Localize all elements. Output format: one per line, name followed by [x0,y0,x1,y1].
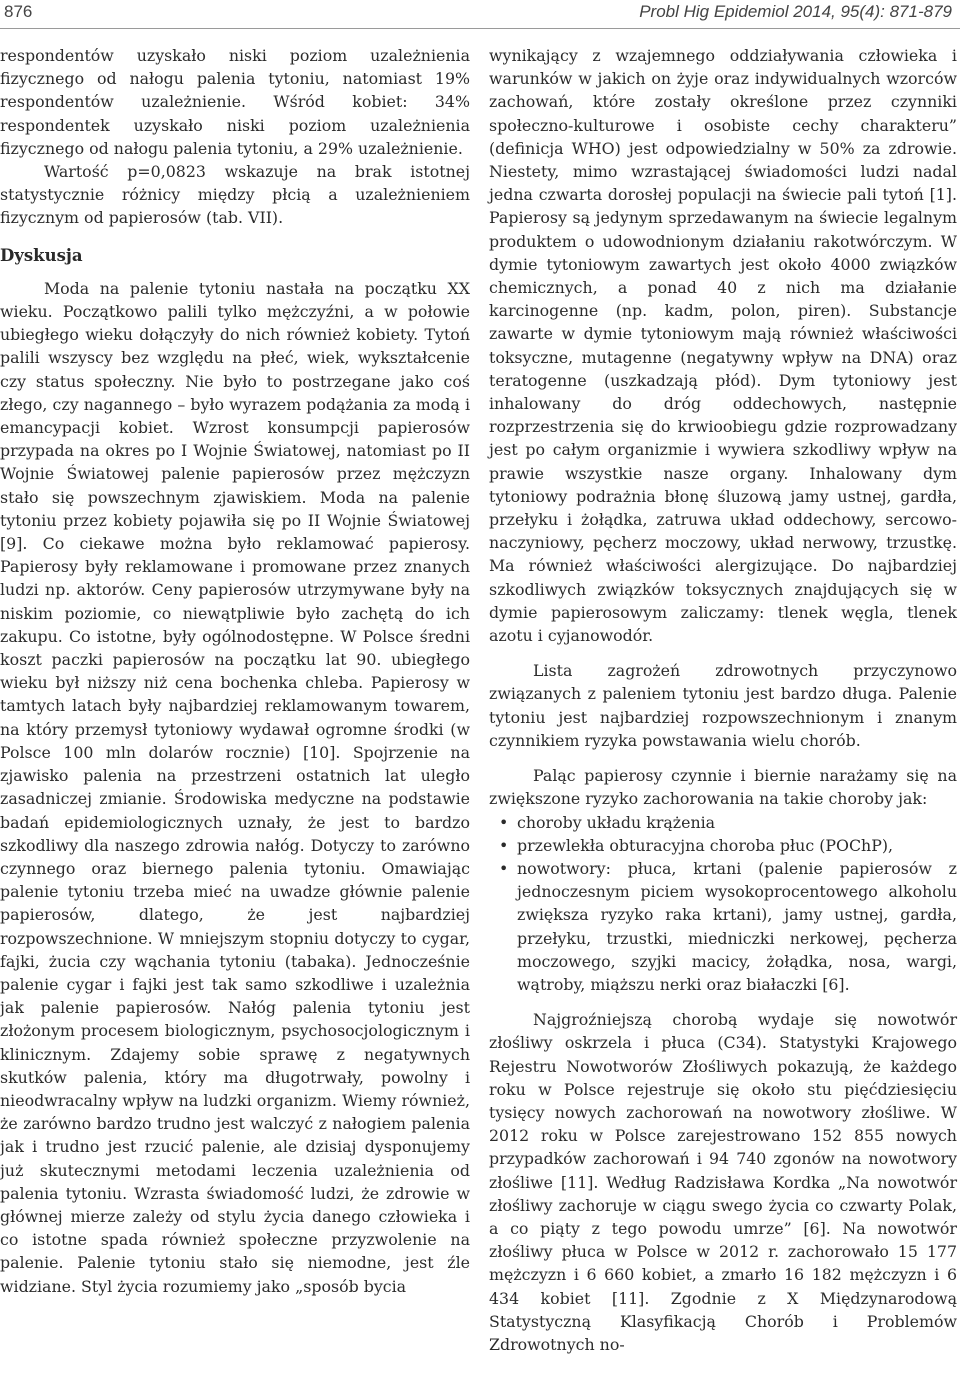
bullet-icon: • [499,858,509,878]
list-item [489,834,957,857]
right-column [489,44,957,1356]
page-number: 876 [4,2,33,21]
page-header [0,0,960,28]
list-item-text: przewlekła obturacyjna choroba płuc (POChP), [517,835,894,855]
paragraph-results-continued: respondentów uzyskało niski poziom uzależnienia fizycznego od nałogu palenia tytoniu, natomiast 19% respondentów uzależnienie. Wśród kobiet: 34% respondentek uzyskało niski poziom uzależnienia fizycznego od nałogu palenia tytoniu, a 29% uzależnienie. [0,46,470,158]
left-column [0,44,470,1298]
paragraph-lung-cancer: Najgroźniejszą chorobą wydaje się nowotwór złośliwy oskrzela i płuca (C34). Statystyki Krajowego Rejestru Nowotworów Złośliwych pokazują, że każdego roku w Polsce rejestruje się około stu pięćdziesięciu tysięcy nowych zachorowań na nowotwory złośliwe. W 2012 roku w Polsce zarejestrowano 152 855 nowych przypadków zachorowań i 94 740 zgonów na nowotwory złośliwe [11]. Według Radzisława Kordka „Na nowotwór złośliwy zachoruje w ciągu swego życia co czwarty Polak, a co piąty z tego powodu umrze” [6]. Na nowotwór złośliwy płuca w Polsce w 2012 r. zachorowało 15 177 mężczyzn i 6 660 kobiet, a zmarło 16 182 mężczyzn i 6 434 kobiet [11]. Zgodnie z X Międzynarodową Statystyczną Klasyfikacją Chorób i Problemów Zdrowotnych no- [489,1010,957,1354]
list-item [489,811,957,834]
paragraph-health-risks: Lista zagrożeń zdrowotnych przyczynowo związanych z paleniem tytoniu jest bardzo długa. Palenie tytoniu jest najbardziej rozpowszechnionym i znanym czynnikiem ryzyka powstawania wielu chorób. [489,661,957,750]
list-item-text: nowotwory: płuca, krtani (palenie papierosów z jednoczesnym piciem wysokoprocentowego alkoholu zwiększa ryzyko raka krtani), jamy ustnej, gardła, przełyku, trzustki, miedniczki nerkowej, pęcherza moczowego, szyjki macicy, żołądka, nosa, wargi, wątroby, miąższu nerki oraz białaczki [6]. [517,858,957,994]
paragraph-discussion: Moda na palenie tytoniu nastała na początku XX wieku. Początkowo palili tylko mężczyźni, a w połowie ubiegłego wieku dołączyły do nich również kobiety. Tytoń palili wszyscy bez względu na płeć, wiek, wykształcenie czy status społeczny. Nie było to postrzegane jako coś złego, czy nagannego – było wyrazem podążania za modą i emancypacji kobiet. Wzrost konsumpcji papierosów przypada na okres po I Wojnie Światowej, natomiast po II Wojnie Światowej palenie papierosów przez mężczyzn stało się powszechnym zjawiskiem. Moda na palenie tytoniu przez kobiety pojawiła się po II Wojnie Światowej [9]. Co ciekawe można było reklamować papierosy. Papierosy były reklamowane i promowane przez znanych ludzi np. aktorów. Ceny papierosów utrzymywane były na niskim poziomie, co niewątpliwie było zachętą do ich zakupu. Co istotne, były ogólnodostępne. W Polsce średni koszt paczki papierosów na początku lat 90. ubiegłego wieku był niższy niż cena bochenka chleba. Papierosy w tamtych latach były najbardziej reklamowanym towarem, na który przemysł tytoniowy wydawał ogromne środki (w Polsce 100 mln dolarów rocznie) [10]. Spojrzenie na zjawisko palenia na przestrzeni ostatnich lat uległo zasadniczej zmianie. Środowiska medyczne na podstawie badań epidemiologicznych uznały, że jest to bardzo szkodliwy dla naszego zdrowia nałóg. Dotyczy to zarówno czynnego oraz biernego palenia tytoniu. Omawiając palenie tytoniu trzeba mieć na uwadze głównie palenie papierosów, dlatego, że jest najbardziej rozpowszechnione. W mniejszym stopniu dotyczy to cygar, fajki, żucia czy wąchania tytoniu (tabaka). Jednocześnie palenie cygar i fajki jest tak samo szkodliwe i uzależnia jak palenie papierosów. Nałóg palenia tytoniu jest złożonym procesem biologicznym, psychosocjologicznym i klinicznym. Zdajemy sobie sprawę z negatywnych skutków palenia, który ma długotrwały, powolny i nieodwracalny wpływ na ludzki organizm. Wiemy również, że zarówno bardzo trudno jest walczyć z nałogiem palenia jak i trudno jest rzucić palenie, ale dzisiaj dysponujemy już skutecznymi metodami leczenia uzależnienia od palenia tytoniu. Wzrasta świadomość ludzi, że zdrowie w głównej mierze zależy od stylu życia danego człowieka i co istotne spada również społeczne przyzwolenie na palenie. Palenie tytoniu stało się niemodne, jest źle widziane. Styl życia rozumiemy jako „sposób bycia [0,278,470,1296]
bullet-icon: • [499,835,509,855]
paragraph-diseases-intro: Paląc papierosy czynnie i biernie narażamy się na zwiększone ryzyko zachorowania na takie choroby jak: [489,766,957,809]
section-heading-discussion: Dyskusja [0,245,83,265]
disease-list [489,811,957,997]
header-divider [0,28,960,29]
bullet-icon: • [499,812,509,832]
list-item [489,857,957,996]
paragraph-lifestyle-continued: wynikający z wzajemnego oddziaływania człowieka i warunków w jakich on żyje oraz indywidualnych wzorców zachowań, które zostały określone przez czynniki społeczno-kulturowe i osobiste cechy charakteru” (definicja WHO) jest odpowiedzialny w 50% za zdrowie. Niestety, mimo wzrastającej świadomości ludzi nadal jedna czwarta dorosłej populacji na świecie pali tytoń [1]. Papierosy są jedynym sprzedawanym na świecie legalnym produktem o udowodnionym działaniu rakotwórczym. W dymie tytoniowym zawartych jest około 4000 związków chemicznych, a ponad 40 z nich ma działanie karcinogenne (np. kadm, polon, piren). Substancje zawarte w dymie tytoniowym mają również właściwości toksyczne, mutagenne (negatywny wpływ na DNA) oraz teratogenne (uszkadzają płód). Dym tytoniowy jest inhalowany do dróg oddechowych, następnie rozprzestrzenia się do krwioobiegu gdzie rozprowadzany jest po całym organizmie i wywiera szkodliwy wpływ na prawie wszystkie nasze organy. Inhalowany dym tytoniowy podrażnia błonę śluzową jamy ustnej, gardła, przełyku i żołądka, zatruwa układ oddechowy, sercowo-naczyniowy, pęcherz moczowy, układ nerwowy, trzustkę. Ma również właściwości alergizujące. Do najbardziej szkodliwych związków toksycznych znajdujących się w dymie papierosowym zaliczamy: tlenek węgla, tlenek azotu i cyjanowodór. [489,46,957,646]
list-item-text: choroby układu krążenia [517,812,716,832]
journal-reference: Probl Hig Epidemiol 2014, 95(4): 871-879 [639,2,952,21]
paragraph-p-value: Wartość p=0,0823 wskazuje na brak istotnej statystycznie różnicy między płcią a uzależnieniem fizycznym od papierosów (tab. VII). [0,162,470,228]
